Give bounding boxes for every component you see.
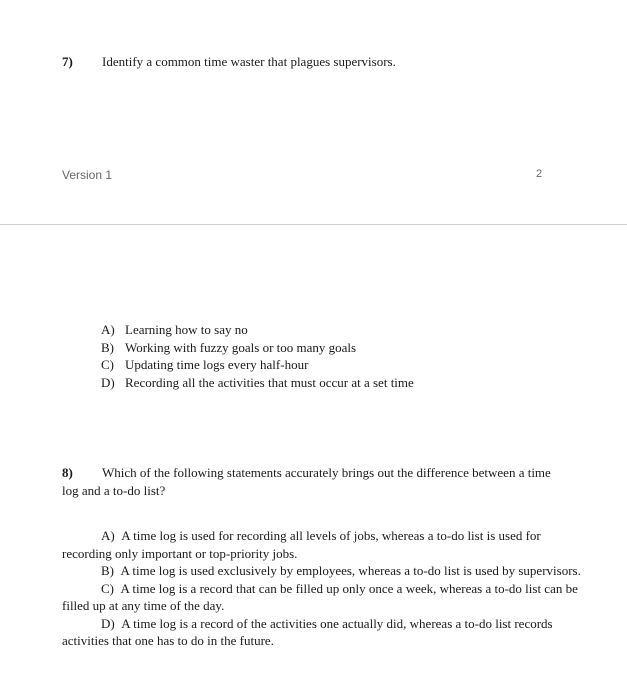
question-8-number: 8)	[62, 465, 73, 480]
question-8-option-d	[62, 615, 582, 650]
option-text: Working with fuzzy goals or too many goals	[125, 339, 357, 355]
option-letter: D)	[101, 615, 115, 631]
option-letter: C)	[101, 357, 114, 373]
question-8-options	[62, 527, 582, 650]
question-8-text: Which of the following statements accurately brings out the difference between a time log and a to-do list?	[62, 465, 551, 498]
question-7-option-d	[101, 374, 414, 392]
question-8	[62, 464, 567, 499]
question-7	[62, 54, 396, 70]
option-text: A time log is a record that can be filled up only once a week, whereas a to-do list can be filled up at any time of the day.	[62, 580, 578, 613]
option-letter: B)	[101, 339, 114, 355]
footer-page-number: 2	[536, 168, 543, 180]
option-letter: D)	[101, 375, 115, 391]
question-8-option-a	[62, 527, 582, 562]
footer-version: Version 1	[62, 168, 113, 182]
page-divider	[0, 224, 627, 225]
question-7-option-c	[101, 356, 414, 374]
question-8-option-c	[62, 580, 582, 615]
option-letter: A)	[101, 528, 115, 543]
option-text: Recording all the activities that must occur at a set time	[125, 375, 414, 391]
question-7-text: Identify a common time waster that plagues supervisors.	[102, 54, 396, 69]
question-7-option-a	[101, 321, 414, 339]
option-text: Learning how to say no	[125, 322, 248, 337]
question-7-option-b	[101, 339, 414, 357]
option-text: A time log is used exclusively by employees, whereas a to-do list is used by supervisors.	[120, 563, 581, 578]
option-letter: B)	[101, 563, 114, 578]
question-7-number: 7)	[62, 54, 73, 69]
option-letter: A)	[101, 322, 115, 337]
option-text: A time log is a record of the activities one actually did, whereas a to-do list records activities that one has to do in the future.	[62, 615, 553, 648]
option-text: Updating time logs every half-hour	[125, 357, 309, 373]
option-letter: C)	[101, 580, 114, 596]
question-8-option-b	[62, 562, 582, 580]
option-text: A time log is used for recording all levels of jobs, whereas a to-do list is used for recording only important or top-priority jobs.	[62, 528, 541, 561]
question-7-options	[101, 321, 414, 392]
